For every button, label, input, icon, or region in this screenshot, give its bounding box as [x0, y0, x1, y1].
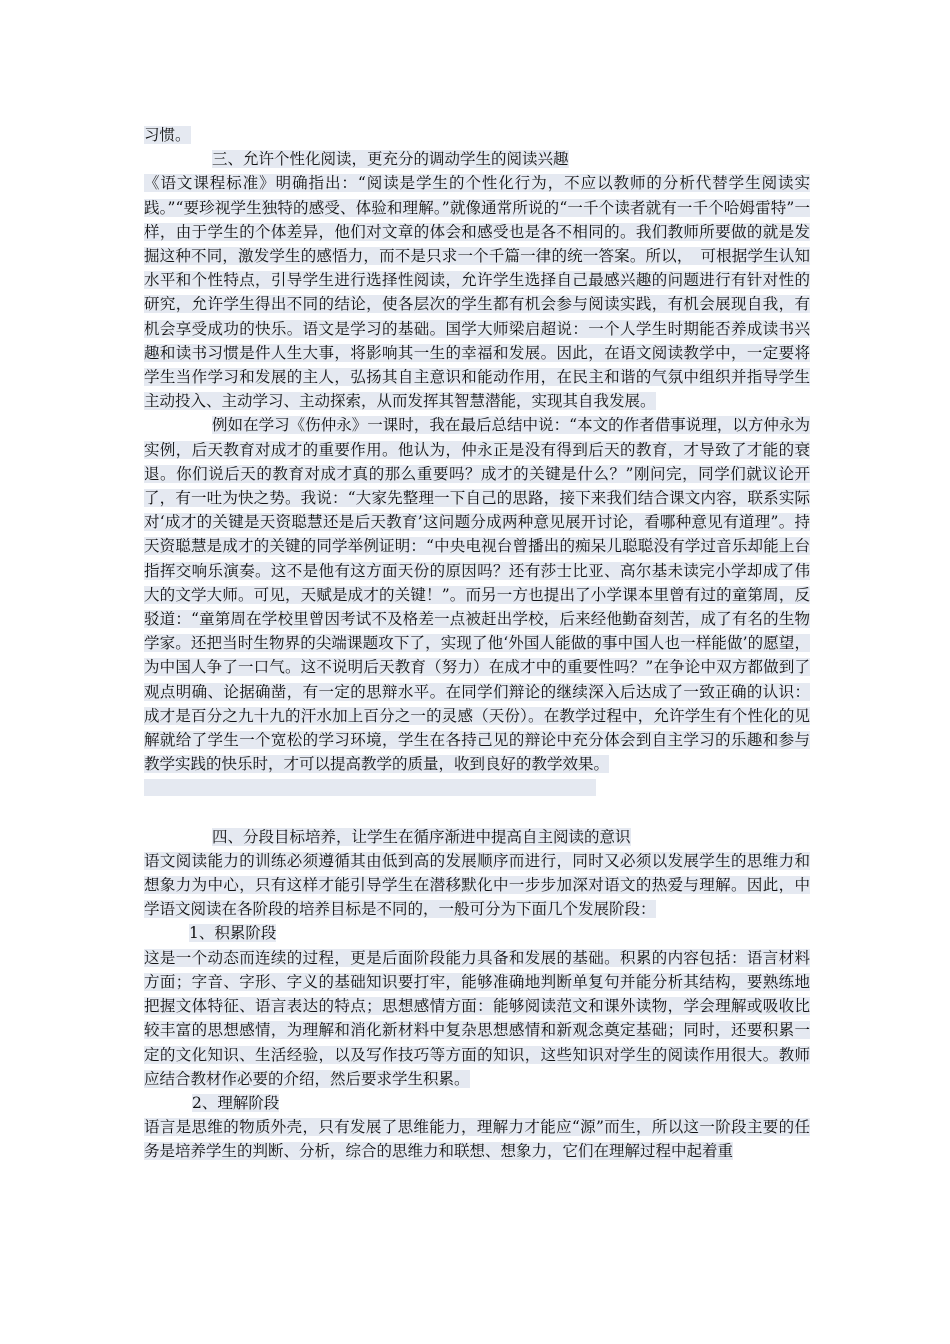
blank-line — [144, 800, 810, 824]
paragraph-body: 这是一个动态而连续的过程，更是后面阶段能力具备和发展的基础。积累的内容包括：语言材料方面；字音、字形、字义的基础知识要打牢，能够准确地判断单复句并能分析其结构，要熟练地把握文体特征、语言表达的特点；思想感情方面：能够阅读范文和课外读物，学会理解或吸收比较丰富的思想感情，为理解和消化新材料中复杂思想感情和新观念奠定基础；同时，还要积累一定的文化知识、生活经验，以及写作技巧等方面的知识，这些知识对学生的阅读作用很大。教师应结合教材作必要的介绍，然后要求学生积累。 — [144, 948, 810, 1088]
paragraph-body: 语文阅读能力的训练必须遵循其由低到高的发展顺序而进行，同时又必须以发展学生的思维力和想象力为中心，只有这样才能引导学生在潜移默化中一步步加深对语文的热爱与理解。因此，中学语文阅读在各阶段的培养目标是不同的，一般可分为下面几个发展阶段： — [144, 851, 810, 919]
subheading-1: 1、积累阶段 — [189, 924, 277, 943]
blank-highlight-line — [144, 779, 596, 796]
paragraph-continuation: 习惯。 — [144, 126, 191, 144]
section-heading-4: 四、分段目标培养，让学生在循序渐进中提高自主阅读的意识 — [212, 827, 631, 846]
paragraph-body: 《语文课程标准》明确指出：“阅读是学生的个性化行为，不应以教师的分析代替学生阅读实践。”“要珍视学生独特的感受、体验和理解。”就像通常所说的“一千个读者就有一千个哈姆雷特”一样，由于学生的个体差异，他们对文章的体会和感受也是各不相同的。我们教师所要做的就是发掘这种不同，激发学生的感悟力，而不是只求一个千篇一律的统一答案。所以， 可根据学生认知水平和个性特点，引导学生进行选择性阅读，允许学生选择自己最感兴趣的问题进行有针对性的研究，允许学生得出不同的结论，使各层次的学生都有机会参与阅读实践，有机会展现自我，有机会享受成功的快乐。语文是学习的基础。国学大师梁启超说：一个人学生时期能否养成读书兴趣和读书习惯是件人生大事，将影响其一生的幸福和发展。因此，在语文阅读教学中，一定要将学生当作学习和发展的主人，弘扬其自主意识和能动作用，在民主和谐的气氛中组织并指导学生主动投入、主动学习、主动探索，从而发挥其智慧潜能，实现其自我发展。 — [144, 174, 810, 411]
document-body — [144, 123, 810, 1164]
subheading-2: 2、理解阶段 — [192, 1093, 280, 1112]
section-heading-3: 三、允许个性化阅读，更充分的调动学生的阅读兴趣 — [212, 150, 569, 169]
paragraph-example: 例如在学习《伤仲永》一课时，我在最后总结中说：“本文的作者借事说理，以方仲永为实例，后天教育对成才的重要作用。他认为，仲永正是没有得到后天的教育，才导致了才能的衰退。你们说后天的教育对成才真的那么重要吗？成才的关键是什么？”刚问完，同学们就议论开了，有一吐为快之势。我说：“大家先整理一下自己的思路，接下来我们结合课文内容，联系实际对‘成才的关键是天资聪慧还是后天教育’这问题分成两种意见展开讨论，看哪种意见有道理”。持天资聪慧是成才的关键的同学举例证明：“中央电视台曾播出的痴呆儿聪聪没有学过音乐却能上台指挥交响乐演奏。这不是他有这方面天份的原因吗？还有莎士比亚、高尔基未读完小学却成了伟大的文学大师。可见，天赋是成才的关键！”。而另一方也提出了小学课本里曾有过的童第周，反驳道：“童第周在学校里曾因考试不及格差一点被赶出学校，后来经他勤奋刻苦，成了有名的生物学家。还把当时生物界的尖端课题攻下了，实现了他‘外国人能做的事中国人也一样能做’的愿望，为中国人争了一口气。这不说明后天教育（努力）在成才中的重要性吗？”在争论中双方都做到了观点明确、论据确凿，有一定的思辩水平。在同学们辩论的继续深入后达成了一致正确的认识：成才是百分之九十九的汗水加上百分之一的灵感（天份）。在教学过程中，允许学生有个性化的见解就给了学生一个宽松的学习环境，学生在各持己见的辩论中充分体会到自主学习的乐趣和参与教学实践的快乐时，才可以提高教学的质量，收到良好的教学效果。 — [144, 416, 810, 774]
paragraph-body: 语言是思维的物质外壳，只有发展了思维能力，理解力才能应“源”而生，所以这一阶段主要的任务是培养学生的判断、分析，综合的思维力和联想、想象力，它们在理解过程中起着重 — [144, 1118, 810, 1161]
